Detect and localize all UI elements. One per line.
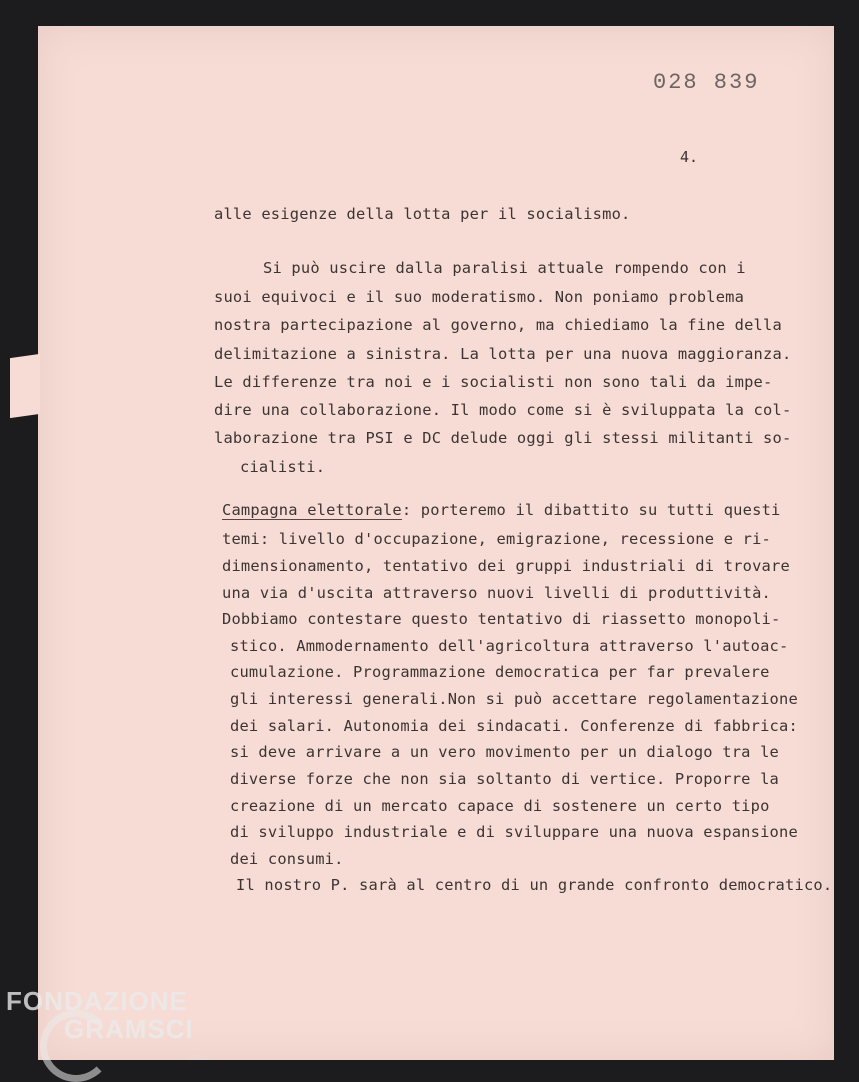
text-segment: : porteremo il dibattito su tutti questi (401, 501, 781, 519)
watermark-line1: FONDAZIONE (6, 986, 188, 1016)
archive-number: 028 839 (653, 70, 760, 95)
text-line: creazione di un mercato capace di sostenere un certo tipo (230, 797, 770, 815)
text-line: dimensionamento, tentativo dei gruppi industriali di trovare (222, 557, 790, 575)
section-heading-line (222, 501, 781, 519)
text-line: stico. Ammodernamento dell'agricoltura attraverso l'autoac- (230, 637, 789, 655)
text-line: dire una collaborazione. Il modo come si è sviluppata la col- (214, 401, 792, 419)
text-line: diverse forze che non sia soltanto di vertice. Proporre la (230, 770, 780, 788)
text-line: gli interessi generali.Non si può accettare regolamentazione (230, 690, 798, 708)
page-number: 4. (680, 148, 699, 166)
text-line: una via d'uscita attraverso nuovi livelli di produttività. (222, 584, 772, 602)
text-line: laborazione tra PSI e DC delude oggi gli stessi militanti so- (214, 429, 792, 447)
watermark-line2: GRAMSCI (64, 1014, 194, 1044)
text-line: delimitazione a sinistra. La lotta per una nuova maggioranza. (214, 345, 792, 363)
text-line: cialisti. (240, 458, 326, 476)
text-line: cumulazione. Programmazione democratica per far prevalere (230, 663, 770, 681)
text-line: Le differenze tra noi e i socialisti non sono tali da impe- (214, 373, 773, 391)
text-line: Si può uscire dalla paralisi attuale rompendo con i (263, 259, 746, 277)
watermark-line3: onlus (188, 1052, 210, 1062)
text-line: temi: livello d'occupazione, emigrazione, recessione e ri- (222, 530, 772, 548)
text-line: Il nostro P. sarà al centro di un grande confronto democratico. (236, 876, 833, 894)
section-heading: Campagna elettorale (222, 501, 402, 519)
text-line: Dobbiamo contestare questo tentativo di riassetto monopoli- (222, 610, 781, 628)
text-line: dei consumi. (230, 850, 344, 868)
text-line: si deve arrivare a un vero movimento per un dialogo tra le (230, 743, 780, 761)
text-line: alle esigenze della lotta per il socialismo. (214, 205, 631, 223)
watermark-logo (6, 988, 194, 1042)
text-line: dei salari. Autonomia dei sindacati. Conferenze di fabbrica: (230, 717, 798, 735)
text-line: suoi equivoci e il suo moderatismo. Non poniamo problema (214, 288, 745, 306)
text-line: nostra partecipazione al governo, ma chiediamo la fine della (214, 316, 782, 334)
text-line: di sviluppo industriale e di sviluppare una nuova espansione (230, 823, 798, 841)
